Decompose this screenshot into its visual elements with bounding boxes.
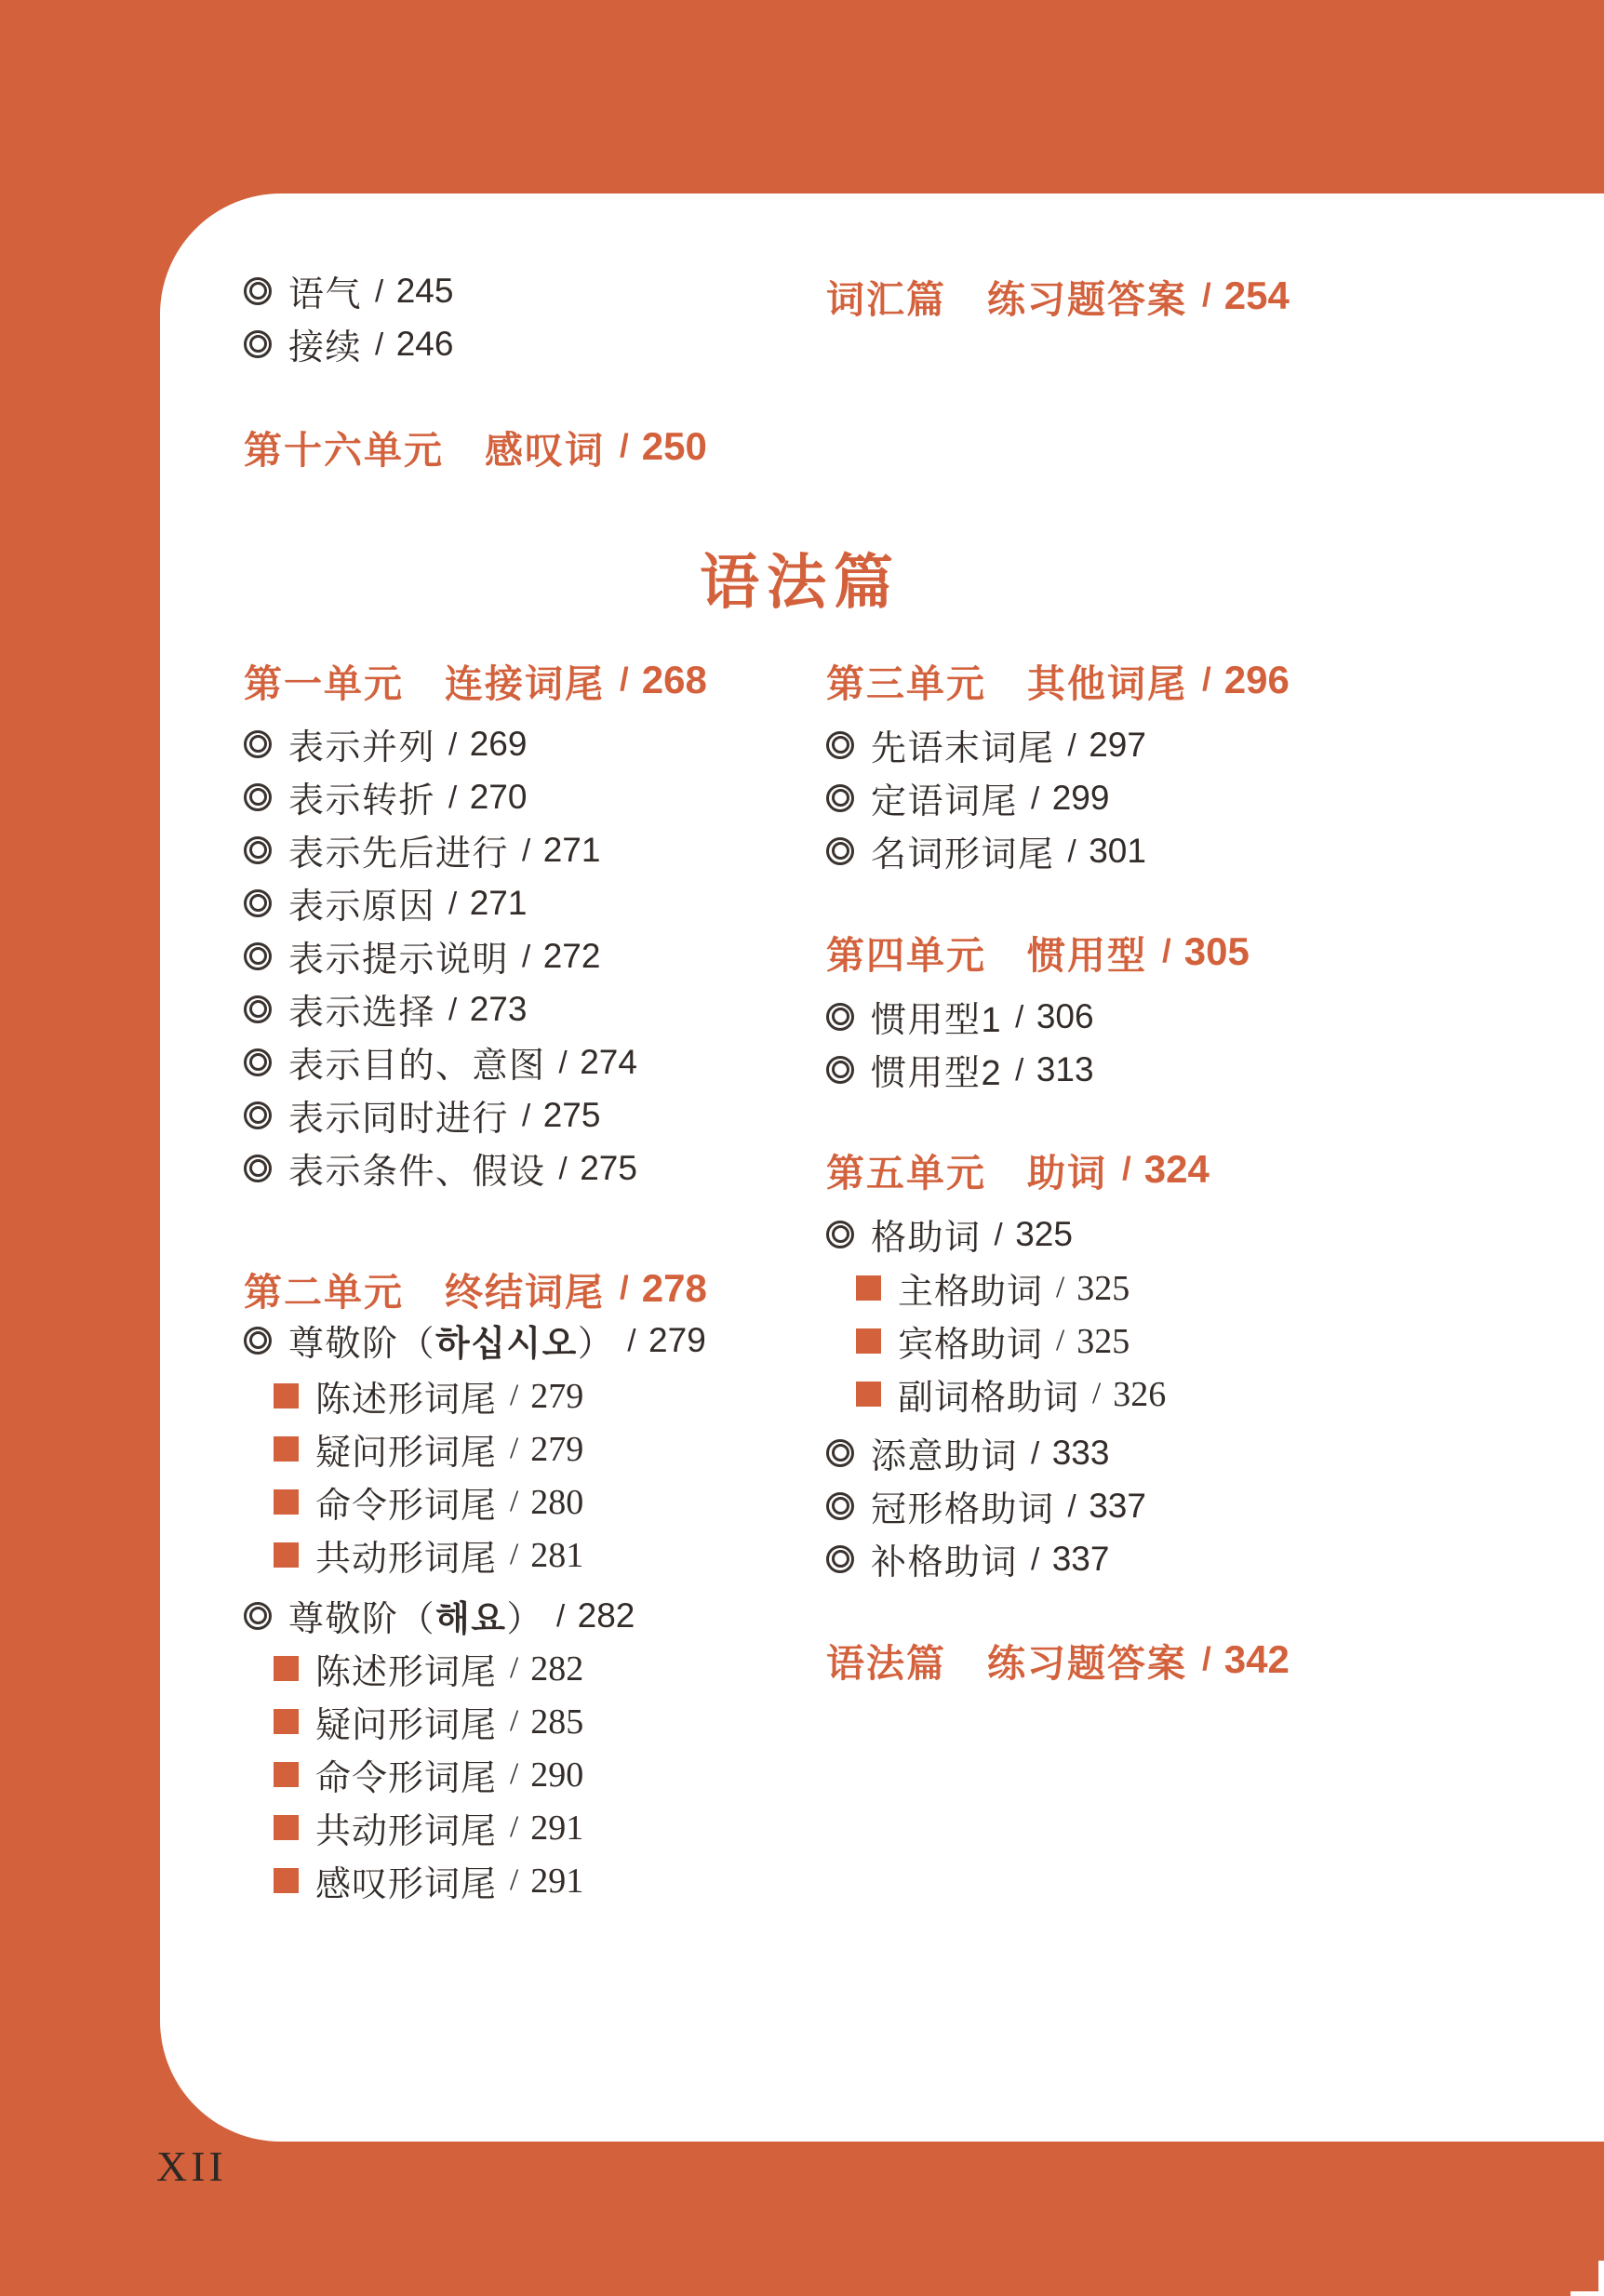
toc-entry-label: 接续	[288, 328, 363, 367]
separator: /	[1056, 1271, 1066, 1304]
toc-subentry-label: 主格助词	[898, 1273, 1044, 1312]
separator: /	[555, 1597, 567, 1633]
toc-entry-page: 301	[1089, 831, 1146, 870]
part-name: 语法篇	[826, 1641, 946, 1685]
unit-page: 250	[641, 424, 707, 468]
toc-subentry-page: 291	[530, 1808, 584, 1848]
toc-entry-label: 惯用型1	[871, 1001, 1003, 1040]
separator: /	[510, 1538, 520, 1571]
toc-subentry-label: 命令形词尾	[315, 1487, 498, 1526]
double-circle-bullet	[826, 1056, 854, 1084]
toc-entry-label: 表示同时进行	[288, 1100, 510, 1139]
separator: /	[1067, 1488, 1078, 1523]
toc-entry	[244, 1088, 637, 1141]
toc-subentry	[856, 1315, 1166, 1368]
toc-subentry-page: 326	[1113, 1374, 1167, 1414]
toc-entry-page: 337	[1089, 1486, 1146, 1525]
toc-entry	[244, 1589, 635, 1642]
toc-entry-label: 表示选择	[288, 994, 436, 1033]
double-circle-bullet	[826, 1439, 854, 1467]
toc-entry	[244, 717, 637, 770]
toc-entry-label: 格助词	[871, 1219, 982, 1258]
toc-entry-label: 表示并列	[288, 728, 436, 768]
separator: /	[1015, 998, 1025, 1034]
toc-subentry-label: 陈述形词尾	[315, 1381, 498, 1420]
header-page: 342	[1223, 1637, 1290, 1681]
double-circle-bullet	[244, 1155, 272, 1182]
toc-entry-label: 语气	[288, 275, 363, 314]
double-circle-bullet	[244, 730, 272, 758]
unit4-list	[826, 990, 1094, 1096]
square-bullet	[274, 1436, 299, 1462]
double-circle-bullet	[826, 1545, 854, 1573]
toc-entry-label: 表示原因	[288, 888, 436, 927]
double-circle-bullet	[244, 1327, 272, 1355]
unit2-group2-list	[274, 1642, 583, 1907]
separator: /	[510, 1704, 520, 1738]
separator: /	[448, 726, 459, 761]
separator: /	[510, 1379, 520, 1412]
toc-entry	[244, 1141, 637, 1195]
double-circle-bullet	[826, 731, 854, 759]
toc-entry-page: 279	[648, 1320, 706, 1359]
toc-subentry-label: 疑问形词尾	[315, 1434, 498, 1473]
toc-entry	[826, 1043, 1094, 1096]
unit5-header	[826, 1141, 1210, 1198]
toc-entry-label: 表示目的、意图	[288, 1047, 546, 1086]
square-bullet	[274, 1868, 299, 1893]
toc-subentry	[274, 1475, 583, 1528]
toc-entry-label: 表示转折	[288, 781, 436, 821]
toc-entry	[244, 1035, 637, 1088]
toc-entry-page: 274	[580, 1042, 637, 1081]
toc-entry-label: 惯用型2	[871, 1054, 1003, 1093]
toc-entry-label: 表示先后进行	[288, 834, 510, 874]
square-bullet	[274, 1489, 299, 1515]
separator: /	[448, 991, 459, 1026]
toc-entry-label: 补格助词	[871, 1543, 1019, 1582]
separator: /	[1162, 933, 1173, 969]
square-bullet	[274, 1762, 299, 1787]
double-circle-bullet	[826, 1221, 854, 1248]
toc-subentry-page: 291	[530, 1861, 584, 1901]
toc-subentry-page: 282	[530, 1649, 584, 1689]
unit1-list	[244, 717, 637, 1195]
double-circle-bullet	[826, 1492, 854, 1520]
toc-subentry	[274, 1422, 583, 1475]
toc-entry-label: 先语末词尾	[871, 729, 1055, 768]
header-page: 254	[1223, 274, 1290, 317]
toc-entry-page: 273	[469, 989, 528, 1028]
unit1-header	[244, 651, 707, 709]
separator: /	[448, 779, 459, 814]
unit-label: 惯用型	[1027, 933, 1147, 977]
korean-term: 하십시오	[435, 1325, 578, 1364]
toc-entry	[826, 990, 1094, 1043]
toc-entry-page: 325	[1015, 1214, 1073, 1253]
unit-label: 感叹词	[485, 428, 605, 472]
unit4-header	[826, 923, 1250, 981]
unit16-header	[244, 418, 707, 475]
header-label: 练习题答案	[987, 1641, 1187, 1685]
toc-entry-page: 275	[542, 1095, 601, 1134]
toc-entry-label-close: ）	[577, 1325, 615, 1364]
separator: /	[510, 1651, 520, 1685]
toc-entry-page: 275	[580, 1148, 637, 1187]
toc-entry	[244, 1314, 706, 1367]
toc-subentry-label: 陈述形词尾	[315, 1653, 498, 1692]
separator: /	[994, 1216, 1005, 1251]
toc-entry-label: 定语词尾	[871, 782, 1019, 821]
separator: /	[558, 1150, 569, 1185]
toc-subentry	[274, 1748, 583, 1801]
unit-page: 268	[641, 658, 707, 701]
toc-entry-page: 246	[395, 324, 454, 363]
separator: /	[620, 428, 631, 464]
unit5-sub-list	[856, 1261, 1166, 1421]
separator: /	[1202, 277, 1213, 314]
separator: /	[375, 273, 385, 308]
korean-term: 해요	[435, 1600, 507, 1639]
separator: /	[510, 1432, 520, 1465]
toc-entry-label: 表示提示说明	[288, 941, 510, 980]
separator: /	[1122, 1151, 1133, 1187]
toc-entry-page: 269	[469, 724, 528, 763]
separator: /	[522, 832, 532, 867]
toc-entry-page: 270	[469, 777, 528, 816]
toc-entry-label: 表示条件、假设	[288, 1153, 546, 1192]
toc-subentry	[274, 1528, 583, 1582]
toc-entry-page: 245	[395, 271, 454, 310]
separator: /	[1092, 1377, 1103, 1410]
toc-entry-label: 名词形词尾	[871, 835, 1055, 874]
part-title: 语法篇	[700, 550, 901, 616]
toc-subentry	[856, 1368, 1166, 1421]
vocab-answers-header	[826, 267, 1290, 325]
toc-subentry-page: 290	[530, 1755, 584, 1795]
toc-subentry-page: 279	[530, 1429, 584, 1469]
unit5-list2	[826, 1426, 1146, 1585]
toc-subentry-label: 宾格助词	[898, 1326, 1044, 1365]
toc-entry-page: 333	[1051, 1433, 1110, 1472]
separator: /	[510, 1863, 520, 1897]
double-circle-bullet	[244, 942, 272, 970]
unit-label: 其他词尾	[1027, 661, 1187, 705]
toc-entry	[826, 1479, 1146, 1532]
toc-entry	[244, 317, 453, 370]
double-circle-bullet	[244, 1602, 272, 1630]
part-name: 词汇篇	[826, 277, 946, 321]
toc-subentry-label: 共动形词尾	[315, 1812, 498, 1851]
separator: /	[510, 1757, 520, 1791]
toc-entry	[244, 929, 637, 982]
toc-entry-page: 271	[469, 883, 528, 922]
toc-entry-page: 306	[1036, 996, 1094, 1035]
separator: /	[1031, 1541, 1041, 1576]
toc-entry-page: 297	[1089, 725, 1146, 764]
toc-entry	[826, 1208, 1073, 1261]
separator: /	[510, 1485, 520, 1518]
toc-subentry	[274, 1854, 583, 1907]
separator: /	[558, 1044, 569, 1079]
header-label: 练习题答案	[987, 277, 1187, 321]
separator: /	[620, 1270, 631, 1306]
unit2-header	[244, 1260, 707, 1317]
unit-page: 296	[1223, 658, 1290, 701]
square-bullet	[274, 1542, 299, 1568]
toc-entry-label: 添意助词	[871, 1437, 1019, 1476]
toc-subentry-page: 325	[1076, 1321, 1130, 1361]
unit-name: 第一单元	[244, 661, 404, 705]
toc-entry-page: 337	[1051, 1539, 1110, 1578]
toc-entry-page: 271	[542, 830, 601, 869]
double-circle-bullet	[244, 1048, 272, 1076]
separator: /	[1067, 833, 1078, 868]
toc-entry	[244, 982, 637, 1035]
toc-entry-label-close: ）	[506, 1600, 543, 1639]
double-circle-bullet	[826, 1003, 854, 1031]
square-bullet	[274, 1656, 299, 1681]
toc-subentry-label: 感叹形词尾	[315, 1865, 498, 1904]
unit-page: 324	[1143, 1147, 1210, 1191]
unit-label: 连接词尾	[445, 661, 605, 705]
separator: /	[522, 1097, 532, 1132]
separator: /	[510, 1810, 520, 1844]
double-circle-bullet	[826, 784, 854, 812]
page-corner-artifact	[1571, 2291, 1604, 2296]
vocab-tail-list	[244, 264, 453, 370]
separator: /	[448, 885, 459, 920]
toc-entry-page: 299	[1051, 778, 1110, 817]
toc-subentry-label: 命令形词尾	[315, 1759, 498, 1798]
toc-subentry	[274, 1642, 583, 1695]
separator: /	[1056, 1324, 1066, 1357]
toc-subentry	[856, 1261, 1166, 1315]
square-bullet	[274, 1383, 299, 1408]
double-circle-bullet	[244, 889, 272, 917]
square-bullet	[856, 1275, 881, 1301]
toc-entry	[826, 824, 1146, 877]
toc-subentry-page: 285	[530, 1702, 584, 1742]
toc-subentry-page: 280	[530, 1482, 584, 1522]
separator: /	[1067, 727, 1078, 762]
toc-subentry	[274, 1695, 583, 1748]
square-bullet	[856, 1328, 881, 1354]
unit-name: 第三单元	[826, 661, 986, 705]
separator: /	[1031, 780, 1041, 815]
grammar-answers-header	[826, 1631, 1290, 1689]
toc-entry	[826, 1532, 1146, 1585]
double-circle-bullet	[826, 837, 854, 865]
unit3-list	[826, 718, 1146, 877]
unit-label: 助词	[1027, 1151, 1107, 1195]
toc-entry	[244, 823, 637, 876]
toc-entry	[244, 264, 453, 317]
unit2-group1-list	[274, 1369, 583, 1582]
toc-subentry-label: 副词格助词	[898, 1379, 1080, 1418]
separator: /	[522, 938, 532, 973]
double-circle-bullet	[244, 836, 272, 864]
page-number: XII	[156, 2142, 227, 2190]
toc-entry-label: 尊敬阶（	[288, 1600, 436, 1639]
toc-subentry-page: 325	[1076, 1268, 1130, 1308]
unit-label: 终结词尾	[445, 1270, 605, 1314]
toc-entry	[244, 876, 637, 929]
square-bullet	[274, 1709, 299, 1734]
unit3-header	[826, 651, 1290, 709]
separator: /	[620, 661, 631, 698]
toc-subentry	[274, 1801, 583, 1854]
toc-entry-page: 272	[542, 936, 601, 975]
square-bullet	[856, 1382, 881, 1407]
toc-entry	[826, 718, 1146, 771]
separator: /	[1202, 661, 1213, 698]
toc-entry	[826, 771, 1146, 824]
separator: /	[375, 326, 385, 361]
unit-name: 第四单元	[826, 933, 986, 977]
separator: /	[627, 1322, 638, 1357]
toc-subentry-page: 281	[530, 1535, 584, 1575]
separator: /	[1202, 1641, 1213, 1677]
square-bullet	[274, 1815, 299, 1840]
toc-entry-label: 尊敬阶（	[288, 1325, 436, 1364]
toc-entry	[244, 770, 637, 823]
toc-subentry-label: 疑问形词尾	[315, 1706, 498, 1745]
separator: /	[1015, 1051, 1025, 1087]
toc-subentry-page: 279	[530, 1376, 584, 1416]
unit-name: 第二单元	[244, 1270, 404, 1314]
double-circle-bullet	[244, 995, 272, 1023]
unit-name: 第十六单元	[244, 428, 444, 472]
double-circle-bullet	[244, 330, 272, 358]
double-circle-bullet	[244, 783, 272, 811]
double-circle-bullet	[244, 277, 272, 305]
double-circle-bullet	[244, 1101, 272, 1129]
unit-name: 第五单元	[826, 1151, 986, 1195]
toc-subentry-label: 共动形词尾	[315, 1540, 498, 1579]
toc-subentry	[274, 1369, 583, 1422]
toc-entry-label: 冠形格助词	[871, 1490, 1055, 1529]
unit-page: 305	[1183, 929, 1250, 973]
toc-entry	[826, 1426, 1146, 1479]
toc-entry-page: 282	[577, 1595, 635, 1635]
toc-entry-page: 313	[1036, 1049, 1094, 1088]
separator: /	[1031, 1435, 1041, 1470]
unit-page: 278	[641, 1266, 707, 1310]
